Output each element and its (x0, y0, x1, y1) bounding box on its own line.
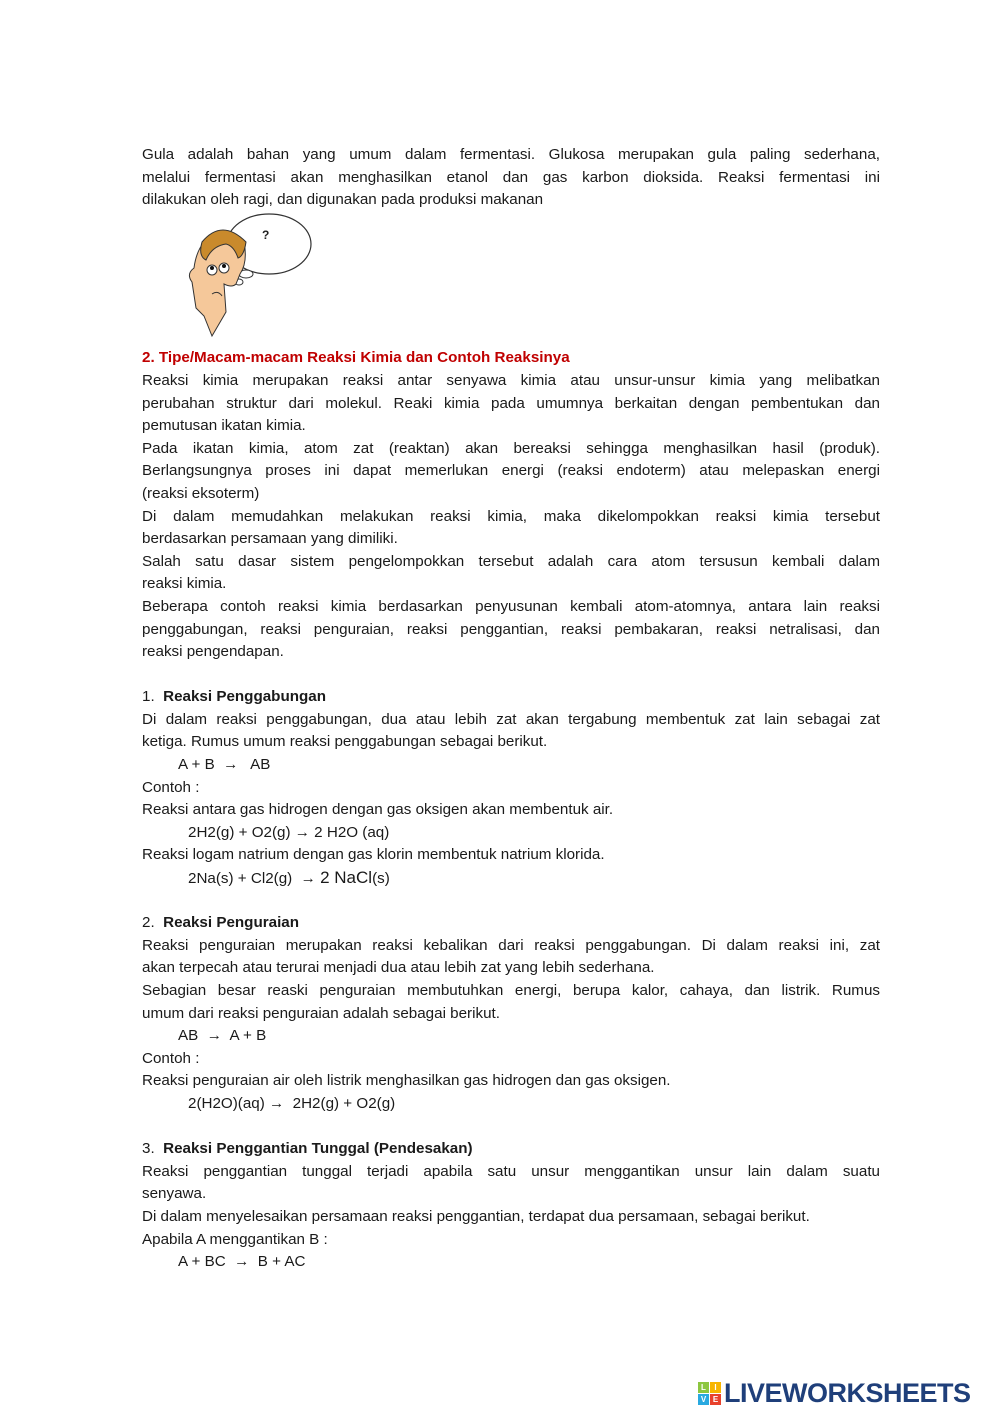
intro-line: Gula adalah bahan yang umum dalam fermentasi. Glukosa merupakan gula paling sederhana, (142, 146, 880, 163)
body-line: Di dalam reaksi penggabungan, dua atau lebih zat akan tergabung membentuk zat lain sebagai zat (142, 710, 880, 728)
subsection-heading-2 (142, 912, 880, 935)
body-line: Reaksi penguraian merupakan reaksi kebalikan dari reaksi penggabungan. Di dalam reaksi ini, zat (142, 936, 880, 954)
body-line: senyawa. (142, 1185, 207, 1203)
example-label: Contoh : (142, 1049, 200, 1067)
subsection-heading-3 (142, 1138, 880, 1161)
body-line: pemutusan ikatan kimia. (142, 417, 306, 435)
thinking-person-illustration (142, 212, 880, 348)
subsection-title: Reaksi Penggantian Tunggal (Pendesakan) (163, 1140, 473, 1158)
section-heading: 2. Tipe/Macam-macam Reaksi Kimia dan Contoh Reaksinya (142, 349, 570, 367)
body-line: Sebagian besar reaski penguraian membutuhkan energi, berupa kalor, cahaya, dan listrik. Rumus (142, 982, 880, 999)
body-line: Di dalam memudahkan melakukan reaksi kimia, maka dikelompokkan reaksi kimia tersebut (142, 507, 880, 525)
example-text: Reaksi antara gas hidrogen dengan gas oksigen akan membentuk air. (142, 801, 614, 819)
body-line: reaksi kimia. (142, 575, 227, 593)
body-line: (reaksi eksoterm) (142, 484, 260, 502)
equation-product: 2 NaCl (320, 868, 373, 888)
body-line: ketiga. Rumus umum reaksi penggabungan sebagai berikut. (142, 733, 548, 751)
intro-line: melalui fermentasi akan menghasilkan etanol dan gas karbon dioksida. Reaksi fermentasi ini (142, 168, 880, 186)
example-text: Reaksi penguraian air oleh listrik menghasilkan gas hidrogen dan gas oksigen. (142, 1072, 671, 1090)
subsection-number: 3. (142, 1140, 155, 1158)
example-text: Reaksi logam natrium dengan gas klorin membentuk natrium klorida. (142, 846, 605, 864)
general-formula: AB → A + B (178, 1027, 267, 1045)
body-line: Apabila A menggantikan B : (142, 1230, 328, 1248)
body-line: perubahan struktur dari molekul. Reaki kimia pada umumnya berkaitan dengan pembentukan dan (142, 394, 880, 412)
subsection-number: 1. (142, 688, 155, 706)
subsection-heading-1 (142, 686, 880, 709)
subsection-number: 2. (142, 914, 155, 932)
intro-line: dilakukan oleh ragi, dan digunakan pada produksi makanan (142, 191, 544, 209)
logo-squares-icon: L I V E (698, 1382, 721, 1405)
equation-state: (s) (372, 870, 390, 888)
logo-text: LIVEWORKSHEETS (724, 1378, 971, 1408)
body-line: reaksi pengendapan. (142, 643, 284, 661)
equation: 2H2(g) + O2(g) → 2 H2O (aq) (188, 823, 390, 841)
example-label: Contoh : (142, 778, 200, 796)
equation-left: 2Na(s) + Cl2(g) → (188, 870, 316, 888)
equation: 2(H2O)(aq) → 2H2(g) + O2(g) (188, 1094, 396, 1112)
question-mark: ? (262, 227, 270, 242)
body-line: Beberapa contoh reaksi kimia berdasarkan penyusunan kembali atom-atomnya, antara lain reaksi (142, 597, 880, 615)
equation (142, 867, 880, 890)
body-line: Di dalam menyelesaikan persamaan reaksi penggantian, terdapat dua persamaan, sebagai berikut. (142, 1207, 810, 1225)
body-line: umum dari reaksi penguraian adalah sebagai berikut. (142, 1004, 500, 1022)
body-line: Pada ikatan kimia, atom zat (reaktan) akan bereaksi sehingga menghasilkan hasil (produk). (142, 439, 880, 457)
subsection-title: Reaksi Penguraian (163, 914, 300, 932)
liveworksheets-logo (698, 1378, 971, 1409)
document-page (142, 144, 880, 1274)
body-line: Berlangsungnya proses ini dapat memerlukan energi (reaksi endoterm) atau melepaskan energi (142, 462, 880, 480)
body-line: Reaksi penggantian tunggal terjadi apabila satu unsur menggantikan unsur lain dalam suatu (142, 1162, 880, 1180)
body-line: akan terpecah atau terurai menjadi dua atau lebih zat yang lebih sederhana. (142, 959, 655, 977)
body-line: Reaksi kimia merupakan reaksi antar senyawa kimia atau unsur-unsur kimia yang melibatkan (142, 371, 880, 389)
body-line: penggabungan, reaksi penguraian, reaksi penggantian, reaksi pembakaran, reaksi netralisasi, dan (142, 620, 880, 638)
subsection-title: Reaksi Penggabungan (163, 688, 327, 706)
general-formula: A + BC → B + AC (178, 1253, 306, 1271)
general-formula: A + B → AB (178, 756, 271, 774)
body-line: Salah satu dasar sistem pengelompokkan tersebut adalah cara atom tersusun kembali dalam (142, 552, 880, 570)
body-line: berdasarkan persamaan yang dimiliki. (142, 530, 398, 548)
